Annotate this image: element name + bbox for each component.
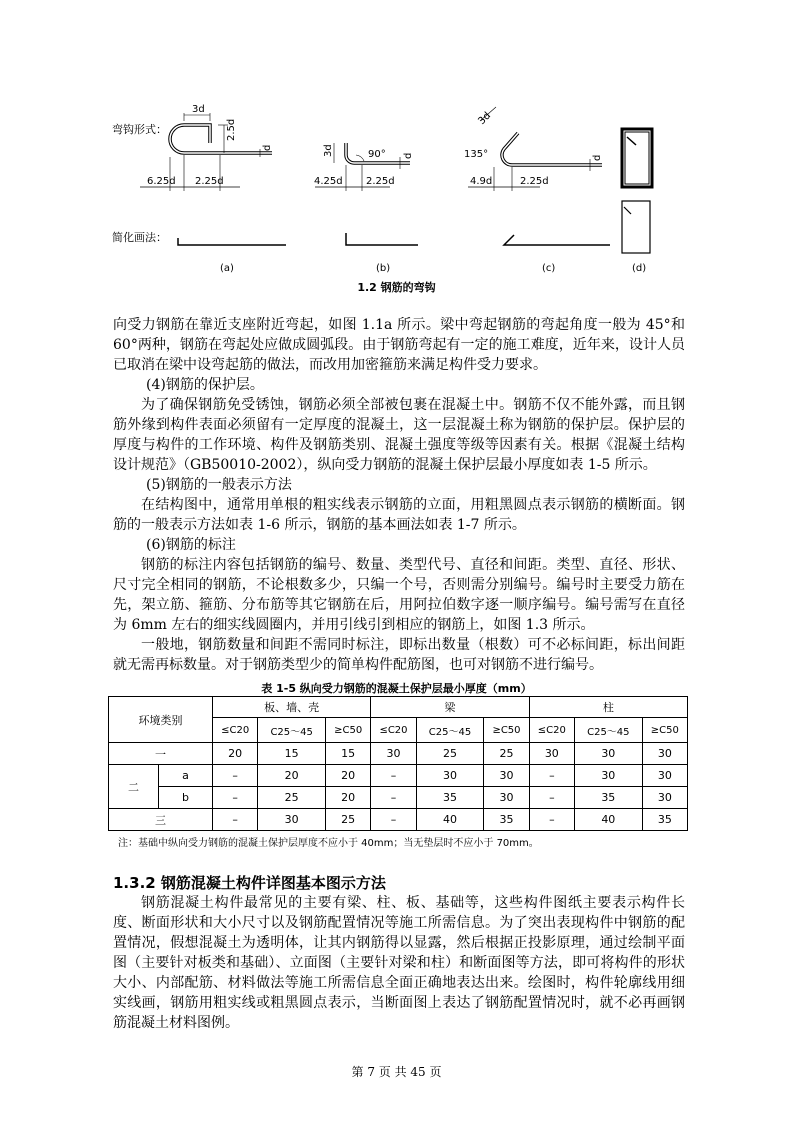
group-header-column: 柱 — [529, 697, 687, 718]
table-row — [109, 743, 688, 765]
grade-header: C25～45 — [258, 718, 326, 743]
table-cell: 40 — [416, 809, 484, 831]
table-cell: 30 — [416, 765, 484, 787]
table-title: 表 1-5 纵向受力钢筋的混凝土保护层最小厚度（mm） — [261, 682, 532, 695]
table-cell: 25 — [484, 743, 529, 765]
table-cell: 15 — [258, 743, 326, 765]
dim-b-90: 90° — [368, 149, 386, 160]
page-footer: 第 7 页 共 45 页 — [351, 1065, 442, 1079]
grade-header: ≥C50 — [326, 718, 371, 743]
table-cell: 35 — [574, 787, 642, 809]
table-row — [109, 765, 688, 787]
table-cell: 20 — [326, 765, 371, 787]
table-cell: 30 — [642, 765, 687, 787]
heading-marking: (6)钢筋的标注 — [146, 537, 236, 553]
paragraph-marking: 钢筋的标注内容包括钢筋的编号、数量、类型代号、直径和间距。类型、直径、形状、尺寸完全相同的钢筋，不论根数多少，只编一个号，否则需分别编号。编号时主要受力筋在先，架立筋、箍筋、分布筋等其它钢筋在后，用阿拉伯数字逐一顺序编号。编号需写在直径为 6mm 左右的细实线圆圈内，并用引线引到相应的钢筋上，如图 1.3 所示。 — [113, 557, 685, 633]
table-cell: 35 — [416, 787, 484, 809]
env-label: 三 — [109, 809, 213, 831]
dim-a-2-25d: 2.25d — [195, 176, 224, 187]
table-cell: – — [371, 765, 416, 787]
grade-header: ≥C50 — [484, 718, 529, 743]
env-sublabel: a — [159, 765, 213, 787]
paragraph-quantity: 一般地，钢筋数量和间距不需同时标注，即标出数量（根数）可不必标间距，标出间距就无需再标数量。对于钢筋类型少的简单构件配筋图，也可对钢筋不进行编号。 — [113, 637, 685, 673]
panel-label-c: (c) — [542, 263, 556, 274]
hook-form-label: 弯钩形式： — [112, 123, 167, 136]
grade-header: C25～45 — [574, 718, 642, 743]
env-label: 一 — [109, 743, 213, 765]
dim-a-d: d — [262, 144, 273, 151]
grade-header: ≤C20 — [371, 718, 416, 743]
table-cell: 25 — [326, 809, 371, 831]
dim-b-2-25d: 2.25d — [366, 176, 395, 187]
table-cell: 15 — [326, 743, 371, 765]
table-cell: 40 — [574, 809, 642, 831]
grade-header: ≥C50 — [642, 718, 687, 743]
section-heading: 1.3.2 钢筋混凝土构件详图基本图示方法 — [113, 874, 386, 892]
dim-b-4-25d: 4.25d — [314, 176, 343, 187]
cover-thickness-table — [108, 696, 688, 831]
simplified-label: 简化画法： — [112, 231, 167, 244]
dim-c-4-9d: 4.9d — [470, 176, 493, 187]
table-cell: 30 — [258, 809, 326, 831]
dim-c-3d: 3d — [476, 110, 494, 128]
stirrup-d — [622, 129, 652, 253]
env-header: 环境类别 — [109, 697, 213, 743]
table-cell: 30 — [484, 765, 529, 787]
dim-b-d: d — [403, 152, 414, 159]
dim-b-3d: 3d — [323, 144, 334, 157]
table-cell: 35 — [642, 809, 687, 831]
table-cell: – — [371, 809, 416, 831]
heading-cover: (4)钢筋的保护层。 — [146, 377, 264, 393]
table-cell: 30 — [484, 787, 529, 809]
panel-label-a: (a) — [220, 263, 234, 274]
table-cell: 20 — [258, 765, 326, 787]
table-row — [109, 787, 688, 809]
dim-c-135: 135° — [464, 149, 489, 160]
table-cell: 30 — [574, 743, 642, 765]
table-cell: 25 — [258, 787, 326, 809]
dim-c-d: d — [592, 154, 603, 161]
dim-c-2-25d: 2.25d — [520, 176, 549, 187]
table-cell: – — [213, 765, 258, 787]
panel-label-d: (d) — [632, 263, 647, 274]
table-note: 注：基础中纵向受力钢筋的混凝土保护层厚度不应小于 40mm；当无垫层时不应小于 70mm。 — [118, 838, 539, 849]
group-header-slab: 板、墙、壳 — [213, 697, 371, 718]
env-label: 二 — [109, 765, 159, 809]
dim-a-6-25d: 6.25d — [147, 176, 176, 187]
table-cell: 30 — [642, 743, 687, 765]
table-cell: 25 — [416, 743, 484, 765]
table-cell: 30 — [574, 765, 642, 787]
paragraph-cover: 为了确保钢筋免受锈蚀，钢筋必须全部被包裹在混凝土中。钢筋不仅不能外露，而且钢筋外缘到构件表面必须留有一定厚度的混凝土，这一层混凝土称为钢筋的保护层。保护层的厚度与构件的工作环境、构件及钢筋类别、混凝土强度等级等因素有关。根据《混凝土结构设计规范》（GB50010-2002），纵向受力钢筋的混凝土保护层最小厚度如表 1-5 所示。 — [113, 397, 685, 473]
heading-representation: (5)钢筋的一般表示方法 — [146, 477, 292, 493]
hook-figure — [100, 95, 700, 300]
panel-label-b: (b) — [376, 263, 391, 274]
paragraph-representation: 在结构图中，通常用单根的粗实线表示钢筋的立面，用粗黑圆点表示钢筋的横断面。钢筋的一般表示方法如表 1-6 所示，钢筋的基本画法如表 1-7 所示。 — [113, 497, 685, 533]
table-cell: 35 — [484, 809, 529, 831]
body-text-lower — [113, 893, 685, 1033]
env-sublabel: b — [159, 787, 213, 809]
table-cell: 20 — [213, 743, 258, 765]
table-cell: 20 — [326, 787, 371, 809]
dim-a-3d: 3d — [192, 104, 205, 115]
table-cell: 30 — [642, 787, 687, 809]
simplified-drawings — [178, 233, 610, 245]
table-cell: – — [529, 765, 574, 787]
paragraph-detail-methods: 钢筋混凝土构件最常见的主要有梁、柱、板、基础等，这些构件图纸主要表示构件长度、断面形状和大小尺寸以及钢筋配置情况等施工所需信息。为了突出表现构件中钢筋的配置情况，假想混凝土为透明体，让其内钢筋得以显露，然后根据正投影原理，通过绘制平面图（主要针对板类和基础）、立面图（主要针对梁和柱）和断面图等方法，即可将构件的形状大小、内部配筋、材料做法等施工所需信息全面正确地表达出来。绘图时，构件轮廓线用细实线画，钢筋用粗实线或粗黑圆点表示，当断面图上表达了钢筋配置情况时，就不必再画钢筋混凝土材料图例。 — [113, 895, 685, 1031]
table-cell: – — [529, 809, 574, 831]
table-cell: 30 — [371, 743, 416, 765]
grade-header: ≤C20 — [529, 718, 574, 743]
group-header-beam: 梁 — [371, 697, 529, 718]
figure-caption: 1.2 钢筋的弯钩 — [357, 281, 436, 294]
table-row — [109, 809, 688, 831]
paragraph-bent-bars: 向受力钢筋在靠近支座附近弯起，如图 1.1a 所示。梁中弯起钢筋的弯起角度一般为 45°和 60°两种，钢筋在弯起处应做成圆弧段。由于钢筋弯起有一定的施工难度，近年来，设计人员已取消在梁中设弯起筋的做法，而改用加密箍筋来满足构件受力要求。 — [113, 317, 685, 373]
table-cell: – — [213, 787, 258, 809]
grade-header: C25～45 — [416, 718, 484, 743]
table-cell: 30 — [529, 743, 574, 765]
table-cell: – — [529, 787, 574, 809]
body-text-upper — [113, 315, 685, 675]
table-cell: – — [371, 787, 416, 809]
table-cell: – — [213, 809, 258, 831]
hook-diagram — [100, 95, 700, 300]
grade-header: ≤C20 — [213, 718, 258, 743]
dim-a-2-5d: 2.5d — [226, 118, 237, 141]
